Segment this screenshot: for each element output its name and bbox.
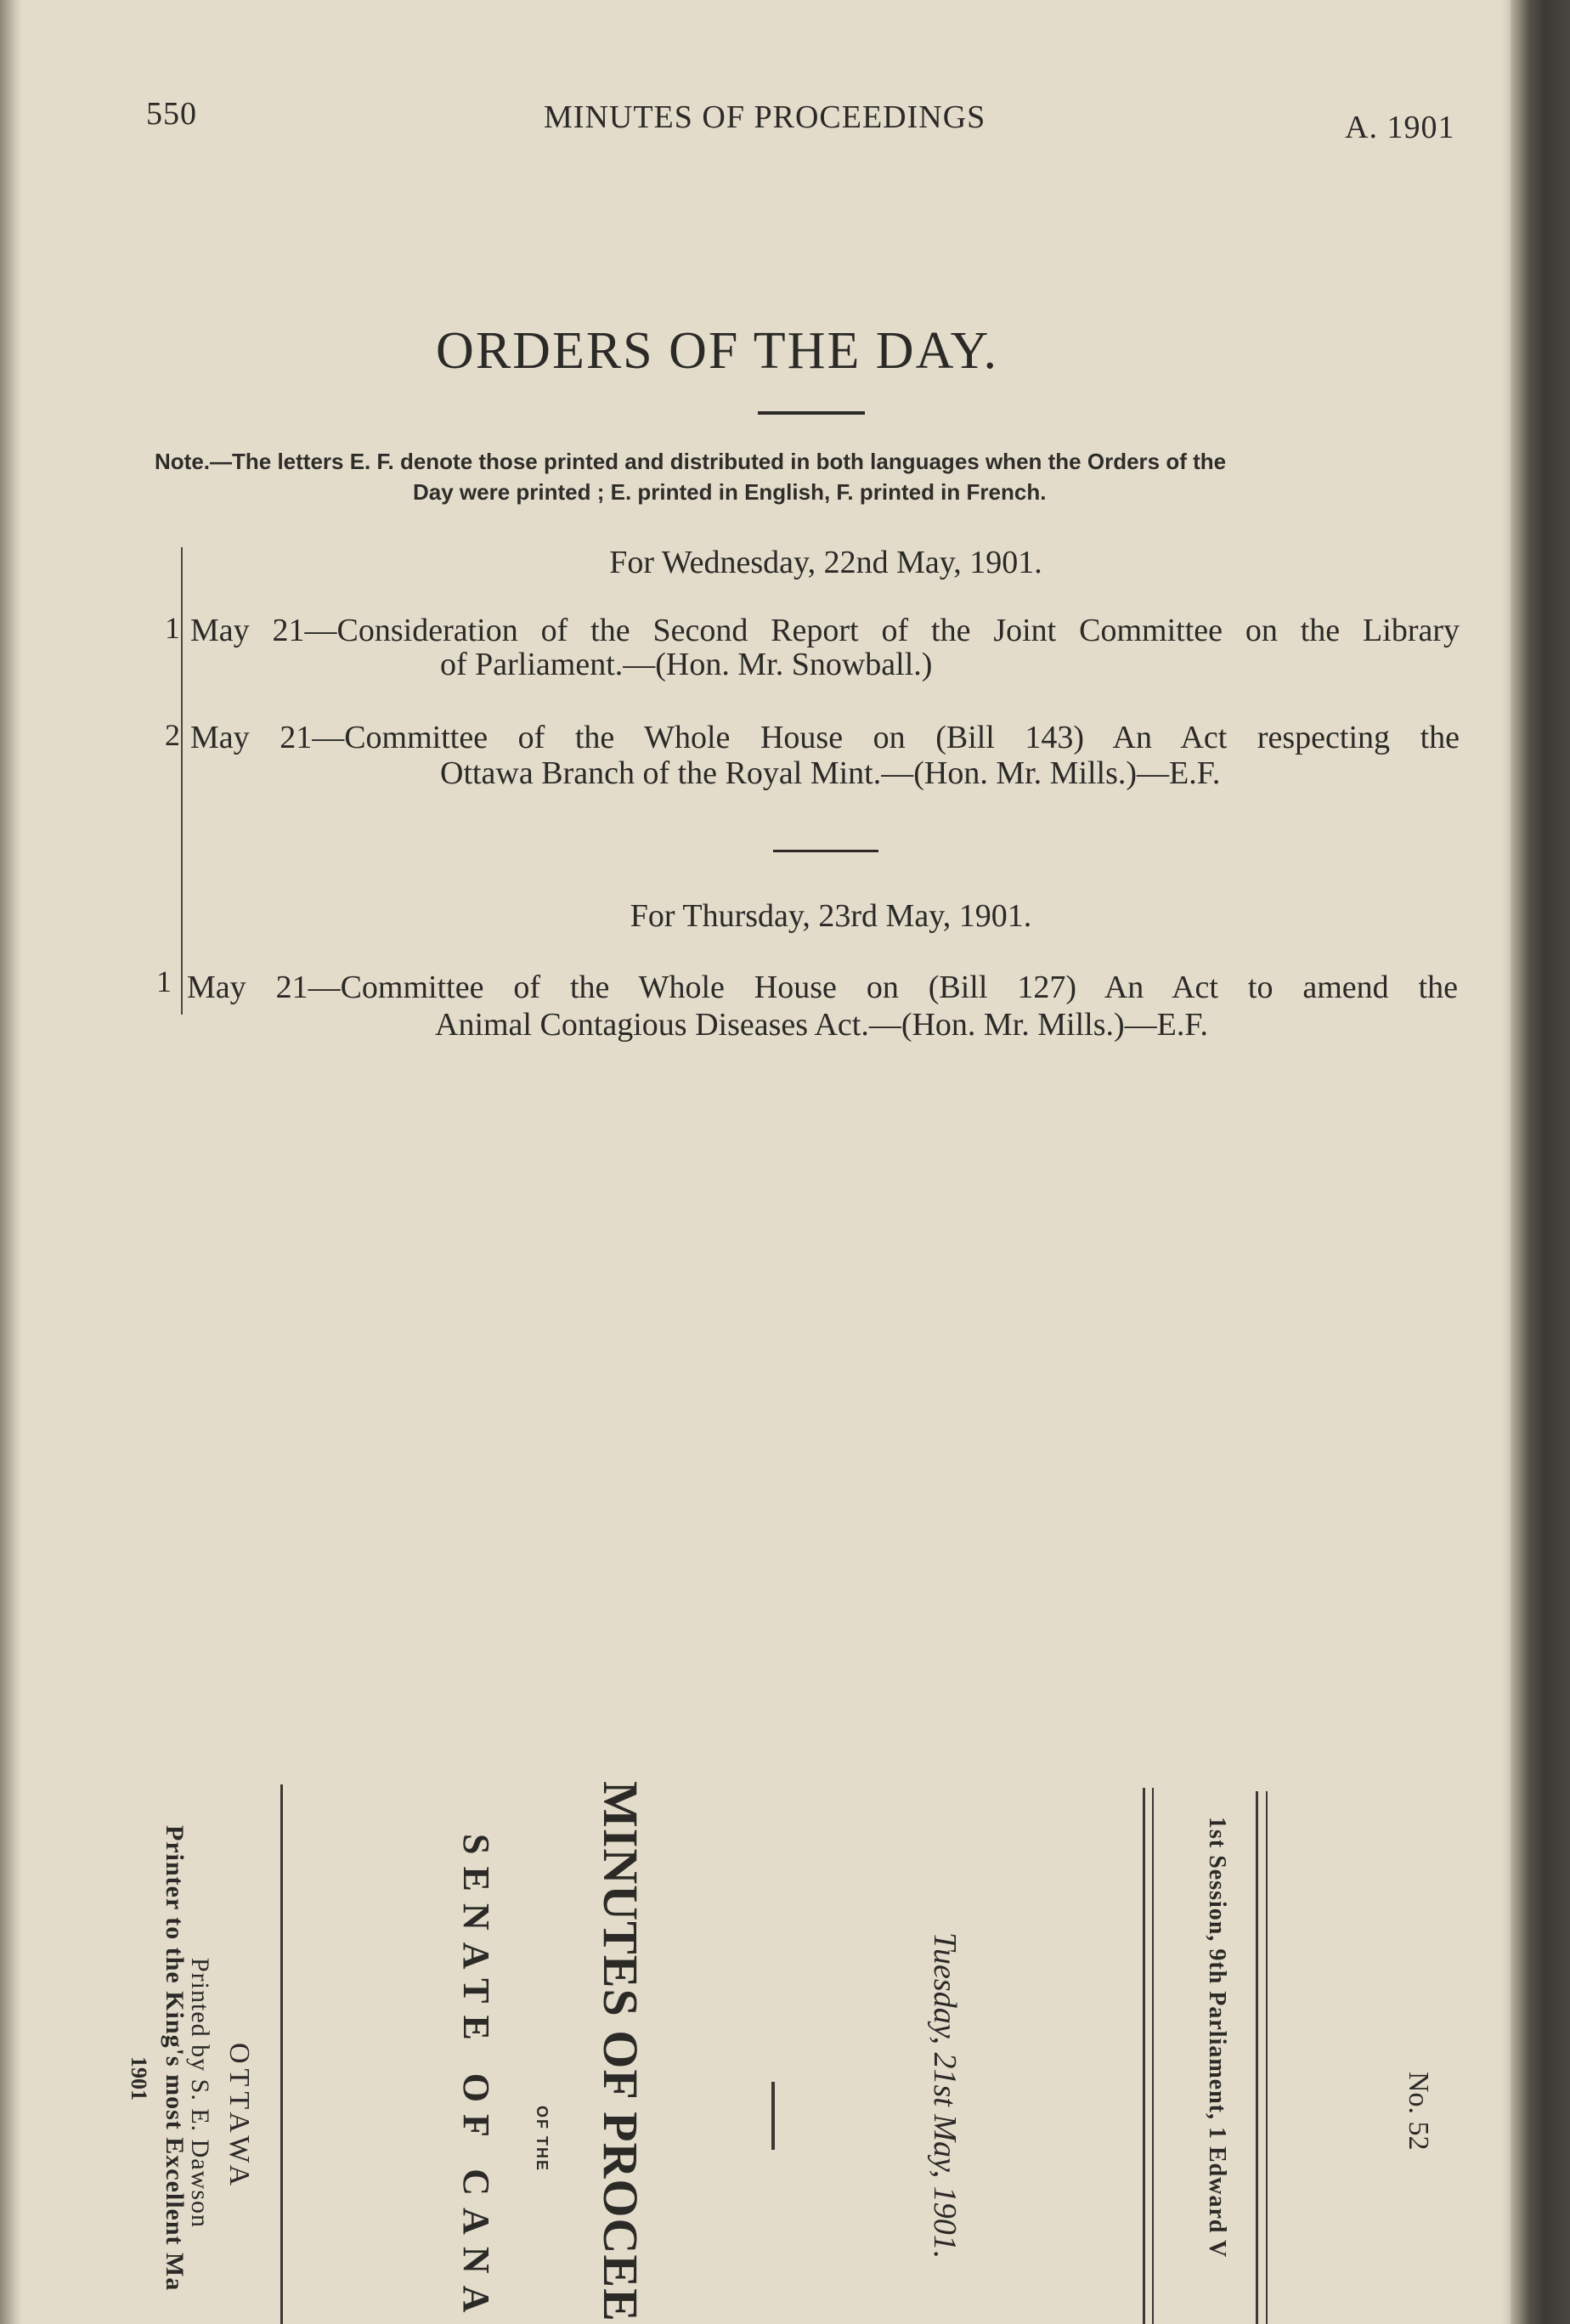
item-margin-line — [181, 547, 183, 1015]
day-heading-wednesday: For Wednesday, 22nd May, 1901. — [609, 545, 1042, 580]
item-number: 1 — [165, 611, 180, 645]
note-line-2: Day were printed ; E. printed in English, F. printed in French. — [413, 479, 1047, 505]
cover-rule-right-3 — [1256, 1791, 1258, 2324]
cover-printer-to: Printer to the King's most Excellent Ma — [161, 1825, 189, 2292]
page-title: ORDERS OF THE DAY. — [436, 322, 998, 380]
cover-printed-by: Printed by S. E. Dawson — [186, 1958, 214, 2228]
order-item-line: May 21—Committee of the Whole House on (Bill 143) An Act respecting the — [190, 720, 1460, 755]
item-number: 1 — [156, 964, 172, 998]
cover-session: 1st Session, 9th Parliament, 1 Edward V — [1204, 1817, 1230, 2259]
year-reference: A. 1901 — [1345, 110, 1455, 145]
cover-issue-number: No. 52 — [1403, 2072, 1434, 2151]
cover-senate-title: SENATE OF CANA — [455, 1834, 497, 2324]
order-item-continuation: Ottawa Branch of the Royal Mint.—(Hon. Mr. Mills.)—E.F. — [440, 755, 1221, 791]
cover-city: OTTAWA — [223, 2043, 255, 2191]
cover-year: 1901 — [127, 2056, 151, 2101]
binding-strip — [1511, 0, 1570, 2324]
cover-date: Tuesday, 21st May, 1901. — [927, 1932, 963, 2259]
running-title: MINUTES OF PROCEEDINGS — [544, 99, 986, 135]
page-number: 550 — [146, 96, 197, 132]
title-rule — [758, 411, 865, 415]
section-rule — [773, 850, 878, 852]
note-line-1: Note.—The letters E. F. denote those printed and distributed in both languages when the Orders of the — [155, 449, 1227, 474]
order-item-line: May 21—Committee of the Whole House on (Bill 127) An Act to amend the — [187, 970, 1458, 1005]
order-item-continuation: Animal Contagious Diseases Act.—(Hon. Mr. Mills.)—E.F. — [435, 1007, 1208, 1043]
cover-of-the: OF THE — [534, 2106, 551, 2172]
cover-rule-right-2 — [1152, 1788, 1154, 2324]
order-item-continuation: of Parliament.—(Hon. Mr. Snowball.) — [440, 647, 933, 682]
item-number: 2 — [165, 718, 180, 752]
cover-minutes-title: MINUTES OF PROCEE — [593, 1781, 648, 2322]
cover-rule-left — [280, 1784, 283, 2324]
cover-short-rule — [771, 2082, 775, 2150]
cover-rule-right-1 — [1143, 1788, 1145, 2324]
day-heading-thursday: For Thursday, 23rd May, 1901. — [630, 898, 1032, 934]
cover-rule-right-4 — [1266, 1791, 1268, 2324]
order-item-line: May 21—Consideration of the Second Report of the Joint Committee on the Library — [190, 613, 1460, 648]
